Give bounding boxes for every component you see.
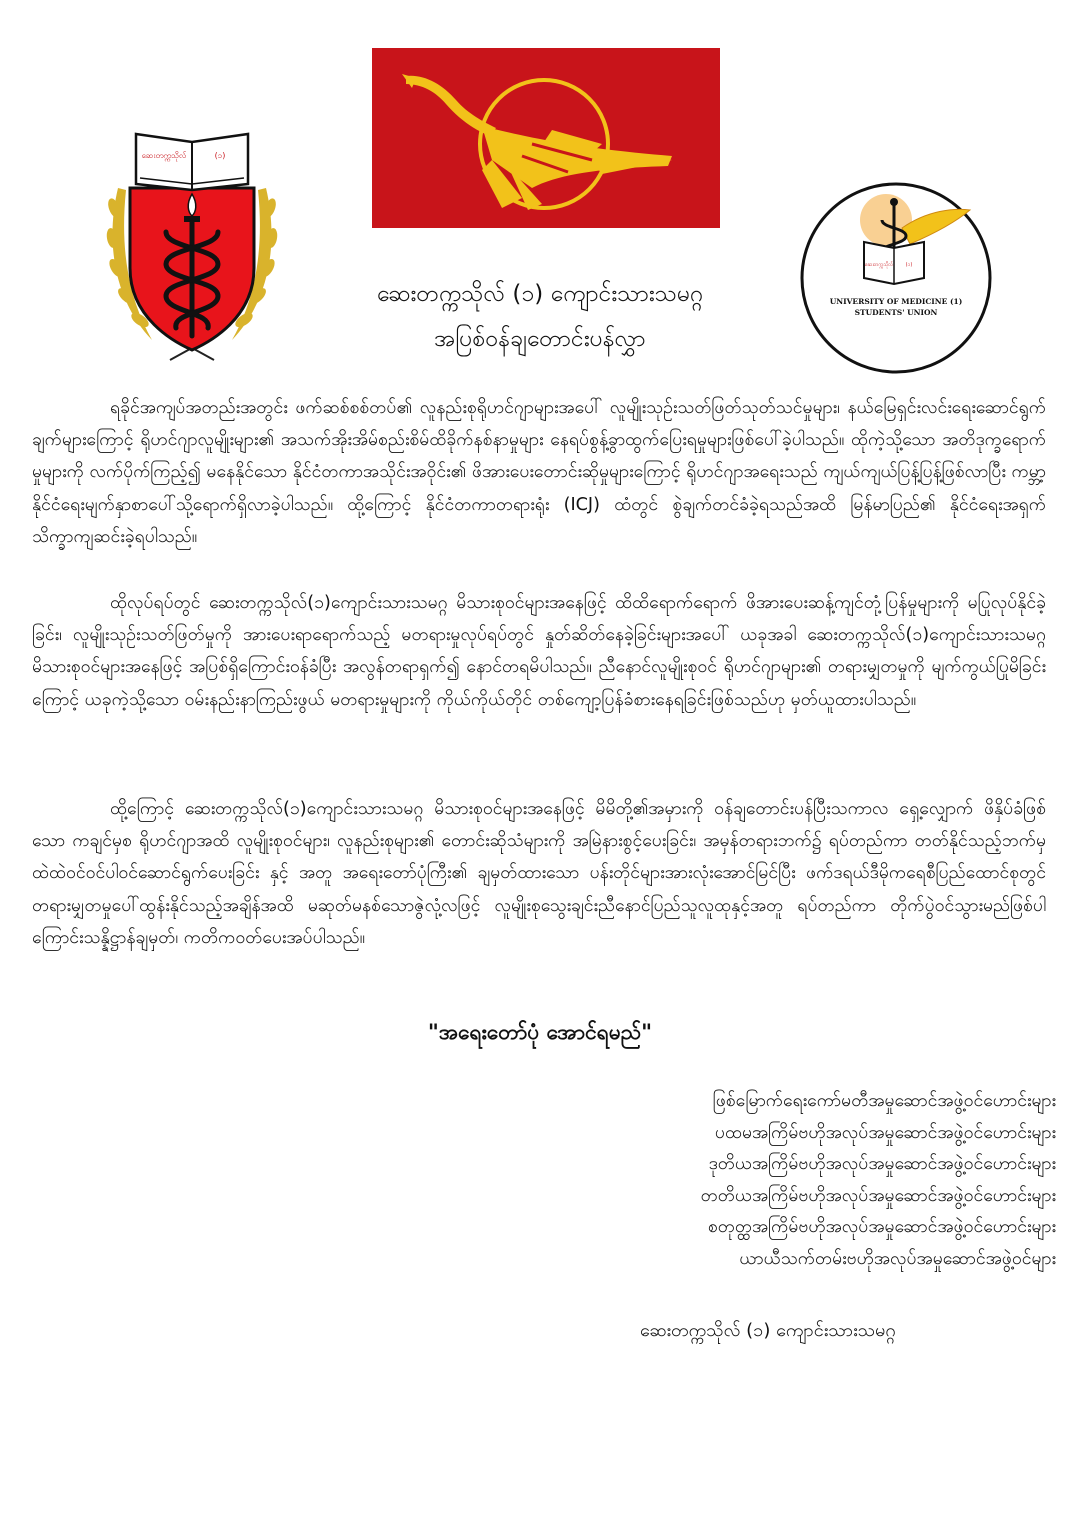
seal-text-line1: UNIVERSITY OF MEDICINE (1) <box>829 297 963 306</box>
signatory-item: ယာယီသက်တမ်းဗဟိုအလုပ်အမှုဆောင်အဖွဲ့ဝင်များ <box>739 1248 1056 1269</box>
open-book-icon <box>136 134 248 190</box>
seal-book-text-right: (၁) <box>905 262 913 268</box>
signatory-item: ပထမအကြိမ်ဗဟိုအလုပ်အမှုဆောင်အဖွဲ့ဝင်ဟောင်းများ <box>714 1122 1056 1143</box>
paragraph-1: ရခိုင်အကျပ်အတည်းအတွင်း ဖက်ဆစ်စစ်တပ်၏ လူနည်းစုရိုဟင်ဂျာများအပေါ် လူမျိုးသုဉ်းသတ်ဖြတ်သုတ်သင်မှုများ၊ နယ်မြေရှင်းလင်းရေးဆောင်ရွက်ချက်များကြောင့် ရိုဟင်ဂျာလူမျိုးများ၏ အသက်အိုးအိမ်စည်းစိမ်ထိခိုက်နစ်နာမှုများ နေရပ်စွန့်ခွာထွက်ပြေးရမှုများဖြစ်ပေါ်ခဲ့ပါသည်။ ထိုကဲ့သို့သော အတိဒုက္ခရောက်မှုများကို လက်ပိုက်ကြည့်၍ မနေနိုင်သော နိုင်ငံတကာအသိုင်းအဝိုင်း၏ ဖိအားပေးတောင်းဆိုမှုများကြောင့် ရိုဟင်ဂျာအရေးသည် ကျယ်ကျယ်ပြန့်ပြန့်ဖြစ်လာပြီး ကမ္ဘာ့နိုင်ငံရေးမျက်နှာစာပေါ်သို့ရောက်ရှိလာခဲ့ပါသည်။ ထို့ကြောင့် နိုင်ငံတကာတရားရုံး (ICJ) ထံတွင် စွဲချက်တင်ခံခဲ့ရသည်အထိ မြန်မာပြည်၏ နိုင်ငံရေးအရှက်သိက္ခာကျဆင်းခဲ့ရပါသည်။ <box>32 398 1046 547</box>
crest-book-text-left: ဆေးတက္ကသိုလ် <box>141 151 187 160</box>
document-subtitle: အပြစ်ဝန်ချတောင်းပန်လွှာ <box>434 326 646 352</box>
fighting-peacock-flag-icon <box>372 48 720 228</box>
closing-signature: ဆေးတက္ကသိုလ် (၁) ကျောင်းသားသမဂ္ဂ <box>640 1320 896 1341</box>
signatory-item: စတုတ္ထအကြိမ်ဗဟိုအလုပ်အမှုဆောင်အဖွဲ့ဝင်ဟောင်းများ <box>707 1217 1056 1237</box>
signatory-list <box>496 1086 1056 1275</box>
signatory-item: ဒုတိယအကြိမ်ဗဟိုအလုပ်အမှုဆောင်အဖွဲ့ဝင်ဟောင်းများ <box>708 1154 1056 1174</box>
paragraph-2: ထိုလုပ်ရပ်တွင် ဆေးတက္ကသိုလ်(၁)ကျောင်းသားသမဂ္ဂ မိသားစုဝင်များအနေဖြင့် ထိထိရောက်ရောက် ဖိအားပေးဆန့်ကျင်တုံ့ပြန်မှုများကို မပြုလုပ်နိုင်ခဲ့ခြင်း၊ လူမျိုးသုဉ်းသတ်ဖြတ်မှုကို အားပေးရာရောက်သည့် မတရားမှုလုပ်ရပ်တွင် နှုတ်ဆိတ်နေခဲ့ခြင်းများအပေါ် ယခုအခါ ဆေးတက္ကသိုလ်(၁)ကျောင်းသားသမဂ္ဂမိသားစုဝင်များအနေဖြင့် အပြစ်ရှိကြောင်းဝန်ခံပြီး အလွန်တရာရှက်၍ နောင်တရမိပါသည်။ ညီနောင်လူမျိုးစုဝင် ရိုဟင်ဂျာများ၏ တရားမျှတမှုကို မျက်ကွယ်ပြုမိခြင်းကြောင့် ယခုကဲ့သို့သော ဝမ်းနည်းနာကြည်းဖွယ် မတရားမှုများကို ကိုယ်ကိုယ်တိုင် တစ်ကျော့ပြန်ခံစားနေရခြင်းဖြစ်သည်ဟု မှတ်ယူထားပါသည်။ <box>32 593 1046 710</box>
seal-text-line2: STUDENTS' UNION <box>854 308 938 317</box>
paragraph-3: ထို့ကြောင့် ဆေးတက္ကသိုလ်(၁)ကျောင်းသားသမဂ္ဂ မိသားစုဝင်များအနေဖြင့် မိမိတို့၏အမှားကို ဝန်ချတောင်းပန်ပြီးသကာလ ရှေ့လျှောက် ဖိနှိပ်ခံဖြစ်သော ကချင်မှစ ရိုဟင်ဂျာအထိ လူမျိုးစုဝင်များ၊ လူနည်းစုများ၏ တောင်းဆိုသံများကို အမြဲနားစွင့်ပေးခြင်း၊ အမှန်တရားဘက်၌ ရပ်တည်ကာ တတ်နိုင်သည့်ဘက်မှ ထဲထဲဝင်ဝင်ပါဝင်ဆောင်ရွက်ပေးခြင်း နှင့် အတူ အရေးတော်ပုံကြီး၏ ချမှတ်ထားသော ပန်းတိုင်များအားလုံးအောင်မြင်ပြီး ဖက်ဒရယ်ဒီမိုကရေစီပြည်ထောင်စုတွင် တရားမျှတမှုပေါ်ထွန်းနိုင်သည့်အချိန်အထိ မဆုတ်မနစ်သောဇွဲလုံ့လဖြင့် လူမျိုးစုသွေးချင်းညီနောင်ပြည်သူလူထုနှင့်အတူ ရပ်တည်ကာ တိုက်ပွဲဝင်သွားမည်ဖြစ်ပါကြောင်းသန္နိဋ္ဌာန်ချမှတ်၊ ကတိကဝတ်ပေးအပ်ပါသည်။ <box>32 799 1046 948</box>
crest-book-text-right: (၁) <box>214 151 226 160</box>
signatory-item: တတိယအကြိမ်ဗဟိုအလုပ်အမှုဆောင်အဖွဲ့ဝင်ဟောင်းများ <box>700 1185 1056 1206</box>
slogan: "အရေးတော်ပုံ အောင်ရမည်" <box>427 1020 653 1044</box>
signatory-item: ဖြစ်မြောက်ရေးကော်မတီအမှုဆောင်အဖွဲ့ဝင်ဟောင်းများ <box>712 1091 1056 1111</box>
document-title: ဆေးတက္ကသိုလ် (၁) ကျောင်းသားသမဂ္ဂ <box>376 281 704 307</box>
seal-book-text-left: ဆေးတက္ကသိုလ် <box>865 262 893 268</box>
